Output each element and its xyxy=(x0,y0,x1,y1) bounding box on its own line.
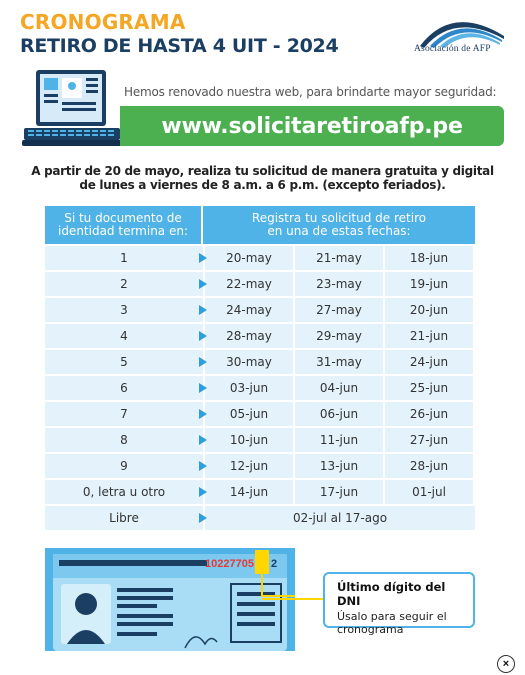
table-row xyxy=(45,376,475,400)
digit-text: 6 xyxy=(120,381,128,395)
table-row xyxy=(45,272,475,296)
header-right xyxy=(203,206,475,244)
intro-line2: de lunes a viernes de 8 a.m. a 6 p.m. (excepto feriados). xyxy=(79,178,446,192)
arrow-right-icon xyxy=(199,383,207,393)
dni-card-illustration xyxy=(45,548,295,651)
digit-text: 8 xyxy=(120,433,128,447)
date-cell: 13-jun xyxy=(295,454,383,478)
digit-text: 2 xyxy=(120,277,128,291)
date-cell: 29-may xyxy=(295,324,383,348)
date-cell: 18-jun xyxy=(385,246,473,270)
date-cell: 22-may xyxy=(205,272,293,296)
intro-line1: A partir de 20 de mayo, realiza tu solicitud de manera gratuita y digital xyxy=(31,164,494,178)
date-cell: 05-jun xyxy=(205,402,293,426)
date-cell: 04-jun xyxy=(295,376,383,400)
date-cell: 21-jun xyxy=(385,324,473,348)
date-cell: 11-jun xyxy=(295,428,383,452)
date-cell: 19-jun xyxy=(385,272,473,296)
arrow-right-icon xyxy=(199,279,207,289)
arrow-right-icon xyxy=(199,409,207,419)
table-row xyxy=(45,324,475,348)
digit-cell xyxy=(45,376,203,400)
dni-callout xyxy=(323,572,475,636)
schedule-table xyxy=(45,206,475,530)
title-cronograma: CRONOGRAMA xyxy=(20,10,186,34)
arrow-right-icon xyxy=(199,461,207,471)
callout-desc-line2: cronograma xyxy=(337,623,404,636)
callout-title: Último dígito del DNI xyxy=(337,580,446,608)
arrow-right-icon xyxy=(199,435,207,445)
table-row xyxy=(45,350,475,374)
date-cell: 30-may xyxy=(205,350,293,374)
date-cell: 24-jun xyxy=(385,350,473,374)
digit-cell xyxy=(45,480,203,504)
digit-cell xyxy=(45,298,203,322)
digit-cell xyxy=(45,402,203,426)
dni-check-digit: 2 xyxy=(271,558,278,570)
header-right-line1: Registra tu solicitud de retiro xyxy=(251,211,427,225)
digit-cell xyxy=(45,428,203,452)
arrow-right-icon xyxy=(199,487,207,497)
date-cell: 03-jun xyxy=(205,376,293,400)
arrow-right-icon xyxy=(199,513,207,523)
date-cell: 01-jul xyxy=(385,480,473,504)
date-cell: 20-jun xyxy=(385,298,473,322)
date-cell: 14-jun xyxy=(205,480,293,504)
table-row xyxy=(45,402,475,426)
date-cell: 10-jun xyxy=(205,428,293,452)
digit-text: 0, letra u otro xyxy=(82,485,166,499)
date-cell: 20-may xyxy=(205,246,293,270)
dni-number: 10227705 xyxy=(205,558,254,570)
laptop-illustration-icon xyxy=(22,70,122,152)
table-row xyxy=(45,246,475,270)
close-icon: × xyxy=(502,658,510,670)
table-header xyxy=(45,206,475,244)
date-cell: 06-jun xyxy=(295,402,383,426)
date-cell: 17-jun xyxy=(295,480,383,504)
digit-text: 5 xyxy=(120,355,128,369)
date-cell: 27-jun xyxy=(385,428,473,452)
digit-cell xyxy=(45,324,203,348)
digit-text: Libre xyxy=(109,511,139,525)
digit-cell xyxy=(45,350,203,374)
date-cell: 28-may xyxy=(205,324,293,348)
date-cell: 24-may xyxy=(205,298,293,322)
close-button[interactable] xyxy=(497,655,515,673)
site-notice: Hemos renovado nuestra web, para brindarte mayor seguridad: xyxy=(124,85,497,99)
header-right-line2: en una de estas fechas: xyxy=(267,224,411,238)
digit-cell xyxy=(45,506,203,530)
date-cell: 21-may xyxy=(295,246,383,270)
table-row xyxy=(45,454,475,478)
arrow-right-icon xyxy=(199,253,207,263)
digit-text: 9 xyxy=(120,459,128,473)
logo-text: Asociación de AFP xyxy=(414,44,491,54)
digit-cell xyxy=(45,454,203,478)
digit-text: 3 xyxy=(120,303,128,317)
table-row xyxy=(45,428,475,452)
header-left-line1: Si tu documento de xyxy=(64,211,182,225)
callout-desc xyxy=(337,610,461,636)
header-left-line2: identidad termina en: xyxy=(57,224,189,238)
date-cell: 31-may xyxy=(295,350,383,374)
date-cell: 25-jun xyxy=(385,376,473,400)
date-range-cell: 02-jul al 17-ago xyxy=(205,506,475,530)
digit-text: 7 xyxy=(120,407,128,421)
digit-cell xyxy=(45,272,203,296)
date-cell: 26-jun xyxy=(385,402,473,426)
table-row xyxy=(45,480,475,504)
header-left xyxy=(45,206,203,244)
callout-desc-line1: Úsalo para seguir el xyxy=(337,610,447,623)
table-row xyxy=(45,298,475,322)
table-row-libre xyxy=(45,506,475,530)
date-cell: 27-may xyxy=(295,298,383,322)
url-link[interactable]: www.solicitaretiroafp.pe xyxy=(161,113,463,139)
digit-text: 1 xyxy=(120,251,128,265)
title-retiro: RETIRO DE HASTA 4 UIT - 2024 xyxy=(20,35,339,57)
digit-cell xyxy=(45,246,203,270)
arrow-right-icon xyxy=(199,305,207,315)
date-cell: 28-jun xyxy=(385,454,473,478)
date-cell: 12-jun xyxy=(205,454,293,478)
id-card-icon xyxy=(45,548,295,651)
intro-text xyxy=(30,164,495,192)
date-cell: 23-may xyxy=(295,272,383,296)
arrow-right-icon xyxy=(199,357,207,367)
connector-line xyxy=(262,594,324,604)
url-banner[interactable] xyxy=(120,106,504,146)
digit-text: 4 xyxy=(120,329,128,343)
arrow-right-icon xyxy=(199,331,207,341)
